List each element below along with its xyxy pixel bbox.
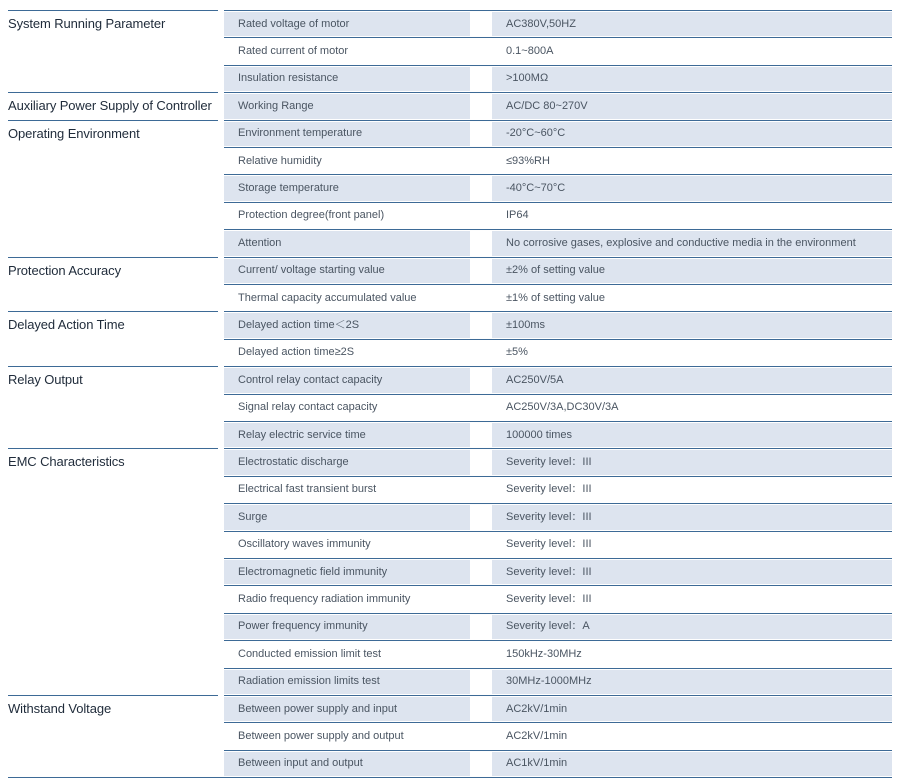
parameter-name: Storage temperature [224, 176, 470, 200]
parameter-value: 30MHz-1000MHz [492, 670, 892, 694]
parameter-value: Severity level：A [492, 615, 892, 639]
table-row [224, 585, 892, 612]
table-row [224, 229, 892, 256]
parameter-value: AC250V/5A [492, 368, 892, 392]
bottom-rule [8, 777, 892, 778]
parameter-value: AC2kV/1min [492, 697, 892, 721]
group-title: Auxiliary Power Supply of Controller [8, 92, 218, 119]
table-row [224, 65, 892, 92]
group-title: System Running Parameter [8, 10, 218, 92]
table-row [224, 503, 892, 530]
parameter-name: Electrostatic discharge [224, 450, 470, 474]
parameter-name: Electromagnetic field immunity [224, 560, 470, 584]
parameter-value: ±5% [506, 346, 528, 359]
table-row [224, 284, 892, 311]
parameter-value: ≤93%RH [506, 154, 550, 167]
parameter-name: Radiation emission limits test [224, 670, 470, 694]
parameter-value: AC/DC 80~270V [492, 94, 892, 118]
parameter-name: Electrical fast transient burst [238, 483, 377, 496]
parameter-name: Environment temperature [224, 122, 470, 146]
parameter-name: Power frequency immunity [224, 615, 470, 639]
table-row [224, 750, 892, 777]
group-title: Relay Output [8, 366, 218, 448]
parameter-value: AC250V/3A,DC30V/3A [506, 401, 619, 414]
parameter-name: Between input and output [224, 752, 470, 776]
parameter-name: Insulation resistance [224, 67, 470, 91]
parameter-value: -40°C~70°C [492, 176, 892, 200]
table-row [224, 722, 892, 749]
parameter-name: Working Range [224, 94, 470, 118]
parameter-value: AC380V,50HZ [492, 12, 892, 36]
parameter-name: Relative humidity [238, 154, 322, 167]
parameter-value: 150kHz-30MHz [506, 647, 582, 660]
parameter-value: Severity level：III [506, 483, 592, 496]
parameter-name: Protection degree(front panel) [238, 209, 385, 222]
table-row [224, 10, 892, 37]
table-row [224, 695, 892, 722]
parameter-value: ±1% of setting value [506, 291, 605, 304]
parameter-value: Severity level：III [506, 593, 592, 606]
parameter-value: ±2% of setting value [492, 259, 892, 283]
parameter-value: >100MΩ [492, 67, 892, 91]
parameter-name: Oscillatory waves immunity [238, 538, 371, 551]
parameter-value: ±100ms [492, 313, 892, 337]
parameter-name: Conducted emission limit test [238, 647, 382, 660]
table-row [224, 311, 892, 338]
parameter-name: Signal relay contact capacity [238, 401, 378, 414]
table-row [224, 531, 892, 558]
parameter-name: Current/ voltage starting value [224, 259, 470, 283]
parameter-value: IP64 [506, 209, 529, 222]
table-row [224, 366, 892, 393]
table-row [224, 147, 892, 174]
group-title: Protection Accuracy [8, 257, 218, 312]
table-row [224, 668, 892, 695]
parameter-name: Between power supply and output [238, 730, 404, 743]
group-title: Withstand Voltage [8, 695, 218, 777]
parameter-name: Thermal capacity accumulated value [238, 291, 417, 304]
parameter-value: Severity level：III [506, 538, 592, 551]
parameter-value: 100000 times [492, 423, 892, 447]
parameter-value: Severity level：III [492, 505, 892, 529]
parameter-value: No corrosive gases, explosive and conductive media in the environment [492, 231, 892, 255]
parameter-name: Rated voltage of motor [224, 12, 470, 36]
table-row [224, 448, 892, 475]
parameter-name: Control relay contact capacity [224, 368, 470, 392]
parameter-name: Delayed action time＜2S [224, 313, 470, 337]
parameter-value: -20°C~60°C [492, 122, 892, 146]
group-title: EMC Characteristics [8, 448, 218, 695]
table-row [224, 92, 892, 119]
parameter-value: AC2kV/1min [506, 730, 568, 743]
table-row [224, 257, 892, 284]
parameter-value: AC1kV/1min [492, 752, 892, 776]
table-row [224, 202, 892, 229]
parameter-value: 0.1~800A [506, 45, 554, 58]
parameter-name: Rated current of motor [238, 45, 349, 58]
table-row [224, 120, 892, 147]
parameter-name: Delayed action time≥2S [238, 346, 355, 359]
parameter-name: Attention [224, 231, 470, 255]
table-row [224, 37, 892, 64]
group-title: Delayed Action Time [8, 311, 218, 366]
parameter-name: Radio frequency radiation immunity [238, 593, 411, 606]
parameter-name: Relay electric service time [224, 423, 470, 447]
parameter-name: Surge [224, 505, 470, 529]
table-row [224, 558, 892, 585]
table-row [224, 174, 892, 201]
table-row [224, 421, 892, 448]
group-title: Operating Environment [8, 120, 218, 257]
table-row [224, 613, 892, 640]
parameter-name: Between power supply and input [224, 697, 470, 721]
table-row [224, 640, 892, 667]
parameter-value: Severity level：III [492, 450, 892, 474]
table-row [224, 476, 892, 503]
table-row [224, 394, 892, 421]
parameter-value: Severity level：III [492, 560, 892, 584]
table-row [224, 339, 892, 366]
